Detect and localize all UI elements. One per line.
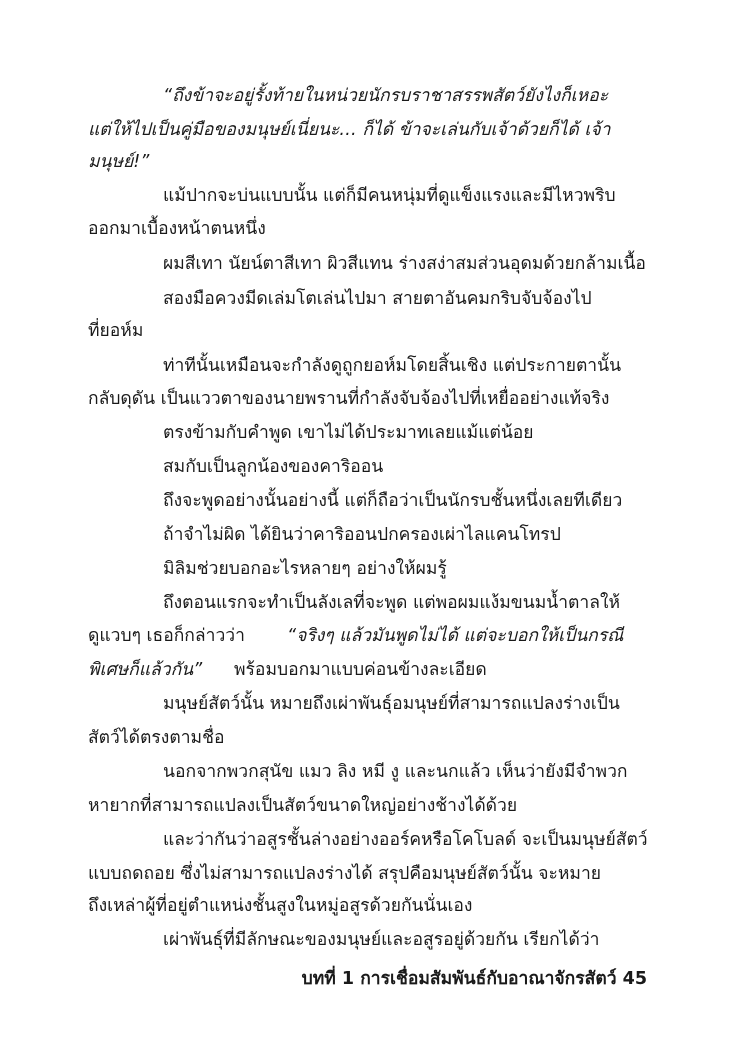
paragraph-text: และว่ากันว่าอสูรชั้นล่างอย่างออร์คหรือโคโบลด์ จะเป็นมนุษย์สัตว์	[163, 830, 648, 850]
paragraph-text: ถึงเหล่าผู้ที่อยู่ตำแหน่งชั้นสูงในหมู่อสูรด้วยกันนั่นเอง	[88, 896, 473, 916]
paragraph-text: แบบถดถอย ซึ่งไม่สามารถแปลงร่างได้ สรุปคือมนุษย์สัตว์นั้น จะหมาย	[88, 864, 602, 884]
paragraph-text: ถึงตอนแรกจะทำเป็นลังเลที่จะพูด แต่พอผมแง้มขนมน้ำตาลให้	[163, 593, 621, 613]
paragraph-text: มนุษย์สัตว์นั้น หมายถึงเผ่าพันธุ์อมนุษย์ที่สามารถแปลงร่างเป็น	[163, 694, 620, 714]
paragraph-text: สัตว์ได้ตรงตามชื่อ	[88, 728, 225, 748]
paragraph-text: ดูแวบๆ เธอก็กล่าวว่า	[88, 626, 245, 646]
paragraph-text: สมกับเป็นลูกน้องของคาริออน	[163, 457, 384, 477]
paragraph-text: ออกมาเบื้องหน้าตนหนึ่ง	[88, 219, 266, 239]
paragraph-text: นอกจากพวกสุนัข แมว ลิง หมี งู และนกแล้ว เห็นว่ายังมีจำพวก	[163, 762, 628, 782]
paragraph-text: ท่าทีนั้นเหมือนจะกำลังดูถูกยอห์มโดยสิ้นเชิง แต่ประกายตานั้น	[163, 356, 622, 376]
paragraph-text: พร้อมบอกมาแบบค่อนข้างละเอียด	[234, 660, 487, 680]
dialogue-text: พิเศษก็แล้วกัน”	[88, 660, 203, 680]
paragraph-text: ถ้าจำไม่ผิด ได้ยินว่าคาริออนปกครองเผ่าไลแคนโทรป	[163, 525, 561, 545]
paragraph-text: กลับดุดัน เป็นแววตาของนายพรานที่กำลังจับจ้องไปที่เหยื่ออย่างแท้จริง	[88, 389, 610, 409]
dialogue-text: แต่ให้ไปเป็นคู่มือของมนุษย์เนี่ยนะ… ก็ได้ ข้าจะเล่นกับเจ้าด้วยก็ได้ เจ้า	[88, 120, 611, 140]
paragraph-text: ถึงจะพูดอย่างนั้นอย่างนี้ แต่ก็ถือว่าเป็นนักรบชั้นหนึ่งเลยทีเดียว	[163, 491, 623, 511]
dialogue-text: “จริงๆ แล้วมันพูดไม่ได้ แต่จะบอกให้เป็นกรณี	[287, 626, 624, 646]
paragraph-text: ตรงข้ามกับคำพูด เขาไม่ได้ประมาทเลยแม้แต่น้อย	[163, 423, 534, 443]
paragraph-text: สองมือควงมีดเล่มโตเล่นไปมา สายตาอันคมกริบจับจ้องไป	[163, 289, 592, 309]
page-footer: บทที่ 1 การเชื่อมสัมพันธ์กับอาณาจักรสัตว์ 45	[301, 969, 647, 989]
dialogue-text: มนุษย์!”	[88, 152, 150, 172]
paragraph-text: มิลิมช่วยบอกอะไรหลายๆ อย่างให้ผมรู้	[163, 559, 447, 579]
paragraph-text: แม้ปากจะบ่นแบบนั้น แต่ก็มีคนหนุ่มที่ดูแข็งแรงและมีไหวพริบ	[163, 186, 616, 206]
dialogue-text: “ถึงข้าจะอยู่รั้งท้ายในหน่วยนักรบราชาสรรพสัตว์ยังไงก็เหอะ	[163, 86, 609, 106]
paragraph-text: ผมสีเทา นัยน์ตาสีเทา ผิวสีแทน ร่างสง่าสมส่วนอุดมด้วยกล้ามเนื้อ	[163, 254, 646, 274]
paragraph-text: เผ่าพันธุ์ที่มีลักษณะของมนุษย์และอสูรอยู่ด้วยกัน เรียกได้ว่า	[163, 930, 600, 950]
paragraph-text: ที่ยอห์ม	[88, 321, 144, 341]
paragraph-text: หายากที่สามารถแปลงเป็นสัตว์ขนาดใหญ่อย่างช้างได้ด้วย	[88, 796, 518, 816]
